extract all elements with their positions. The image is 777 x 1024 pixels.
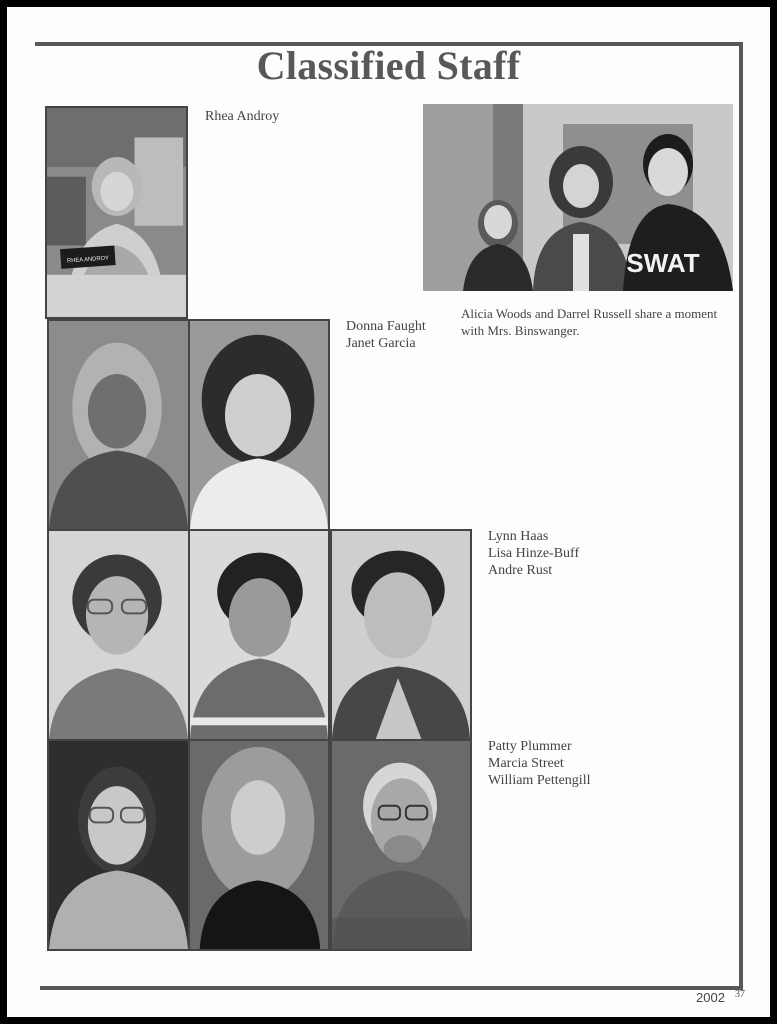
caption-line: Alicia Woods and Darrel Russell share a moment [461,306,718,321]
portrait-photo [330,739,472,951]
portrait-photo [188,319,330,531]
portrait-photo [188,529,330,741]
portrait-photo [330,529,472,741]
page-frame-right [739,42,743,990]
page-title: Classified Staff [256,43,521,88]
name-list-3 [488,528,579,579]
nameplate-text: RHEA ANDROY [66,255,110,265]
staff-name: William Pettengill [488,773,591,788]
candid-caption [461,305,717,339]
staff-name: Rhea Androy [205,109,280,124]
caption-line: with Mrs. Binswanger. [461,323,580,338]
staff-name: Andre Rust [488,563,553,578]
staff-name: Patty Plummer [488,739,572,754]
staff-name: Donna Faught [346,319,426,334]
staff-name: Marcia Street [488,756,564,771]
page-frame-bottom [40,986,743,990]
yearbook-year: 2002 [696,990,725,1005]
staff-name: Janet Garcia [346,336,416,351]
shirt-text: SWAT [626,248,700,278]
portrait-photo [47,529,190,741]
page-number: 37 [735,989,745,1000]
portrait-photo [47,739,190,951]
candid-photo [423,104,733,291]
staff-name: Lisa Hinze-Buff [488,546,580,561]
name-list-2 [346,318,426,352]
portrait-photo [188,739,330,951]
name-list-4 [488,738,590,789]
staff-name: Lynn Haas [488,529,549,544]
portrait-photo [47,319,190,531]
portrait-photo [45,106,188,319]
name-list-1 [205,108,279,125]
